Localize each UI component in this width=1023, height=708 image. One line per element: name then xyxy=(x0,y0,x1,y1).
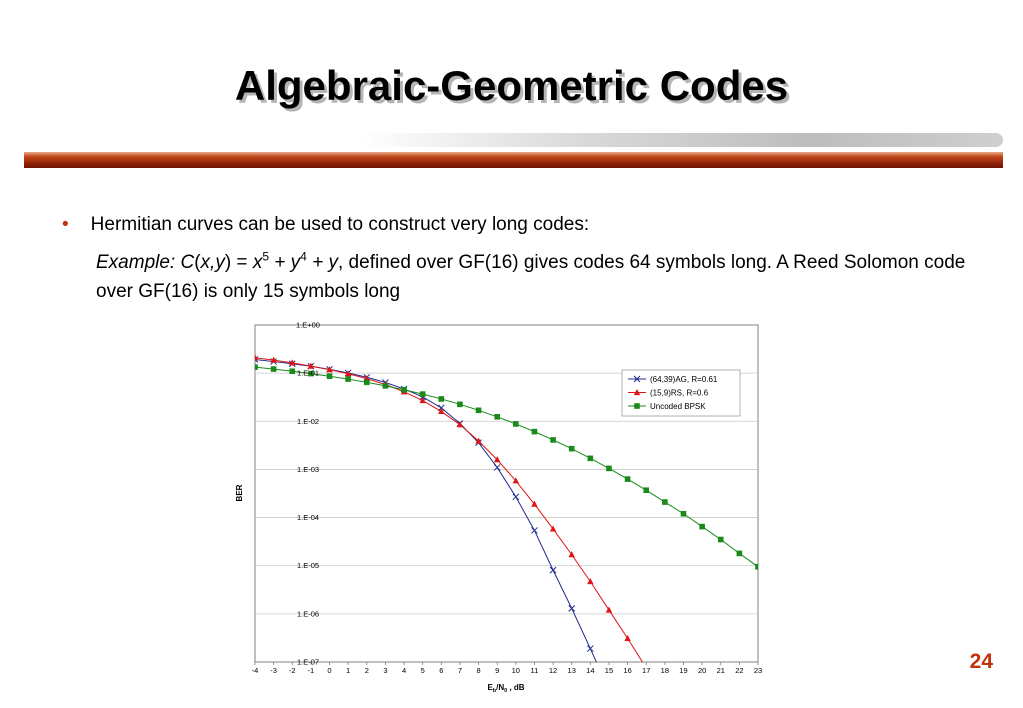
legend-label: (64,39)AG, R=0.61 xyxy=(650,375,718,384)
data-point-square-marker xyxy=(271,366,277,372)
data-point-square-marker xyxy=(606,466,612,472)
data-point-triangle-marker xyxy=(662,694,668,700)
data-point-square-marker xyxy=(383,383,389,389)
example-text: Example: $C(x,y) = x^5 + y^4 + y$, defined over GF(16) gives codes 64 symbols long. A Reed Solomon code over GF(16) is only 15 symbols long xyxy=(96,249,966,302)
y-tick-label: 1.E-05 xyxy=(296,561,320,571)
x-tick-label: 0 xyxy=(327,666,332,675)
x-tick-label: 11 xyxy=(530,666,539,675)
formula-plus2: + xyxy=(306,252,329,273)
y-tick-label: 1.E-06 xyxy=(296,609,320,619)
data-point-square-marker xyxy=(364,380,370,386)
data-point-square-marker xyxy=(457,402,463,408)
data-point-square-marker xyxy=(289,368,295,374)
data-point-square-marker xyxy=(513,421,519,427)
data-point-square-marker xyxy=(588,456,594,462)
x-tick-label: 22 xyxy=(735,666,744,675)
data-point-x-marker xyxy=(606,687,612,693)
data-point-square-marker xyxy=(438,396,444,402)
x-tick-label: 8 xyxy=(476,666,481,675)
x-tick-label: 17 xyxy=(642,666,651,675)
x-tick-label: 13 xyxy=(567,666,576,675)
data-point-square-marker xyxy=(681,511,687,517)
y-tick-label: 1.E-02 xyxy=(296,416,320,426)
x-tick-label: 3 xyxy=(383,666,388,675)
y-tick-label: 1.E-07 xyxy=(296,657,320,667)
formula-c: C xyxy=(180,252,195,273)
x-tick-label: 12 xyxy=(548,666,558,675)
data-point-square-marker xyxy=(662,499,668,505)
data-point-square-marker xyxy=(634,403,640,409)
x-tick-label: 2 xyxy=(364,666,369,675)
x-tick-label: 5 xyxy=(420,666,425,675)
chart-legend xyxy=(622,370,740,416)
data-point-square-marker xyxy=(532,429,538,435)
formula-plus1: + xyxy=(269,252,291,273)
data-point-square-marker xyxy=(327,373,333,379)
data-point-square-marker xyxy=(420,391,426,397)
example-label: Example: xyxy=(96,252,181,273)
data-point-square-marker xyxy=(737,551,743,557)
x-tick-label: 7 xyxy=(457,666,463,675)
x-tick-label: -3 xyxy=(270,666,277,675)
x-tick-label: -2 xyxy=(288,666,296,675)
x-tick-label: 9 xyxy=(495,666,500,675)
data-point-square-marker xyxy=(345,376,351,382)
data-point-square-marker xyxy=(550,437,556,443)
x-tick-label: 1 xyxy=(346,666,351,675)
y-tick-label: 1.E+00 xyxy=(296,320,320,330)
x-axis-title: $E_b/N_0$ , dB xyxy=(487,683,525,694)
data-point-square-marker xyxy=(401,387,407,393)
data-point-square-marker xyxy=(494,414,500,420)
legend-label: Uncoded BPSK xyxy=(650,402,706,411)
data-point-square-marker xyxy=(755,564,761,570)
y-tick-label: 1.E-04 xyxy=(296,513,320,523)
data-point-square-marker xyxy=(643,487,649,493)
formula-eq: = xyxy=(231,252,253,273)
y-tick-label: 1.E-03 xyxy=(296,464,320,474)
x-tick-label: 19 xyxy=(679,666,688,675)
y-tick-label: 1.E-01 xyxy=(296,368,320,378)
formula-exp4: 4 xyxy=(300,249,307,264)
x-tick-label: 20 xyxy=(697,666,707,675)
formula-x: x xyxy=(252,252,263,273)
x-tick-label: 6 xyxy=(439,666,444,675)
x-tick-label: 15 xyxy=(604,666,614,675)
x-tick-label: -1 xyxy=(307,666,315,675)
slide-title: Algebraic-Geometric Codes xyxy=(234,62,789,109)
y-axis-title: BER xyxy=(235,484,244,502)
x-tick-label: 4 xyxy=(401,666,407,675)
x-tick-label: 23 xyxy=(753,666,763,675)
page-number: 24 xyxy=(969,650,993,673)
data-point-square-marker xyxy=(252,364,258,370)
data-point-square-marker xyxy=(476,408,482,414)
x-tick-label: 18 xyxy=(660,666,670,675)
data-point-square-marker xyxy=(699,524,705,530)
data-point-square-marker xyxy=(718,537,724,543)
x-tick-label: 14 xyxy=(586,666,595,675)
legend-label: (15,9)RS, R=0.6 xyxy=(650,388,709,398)
x-tick-label: 10 xyxy=(511,666,520,675)
formula-y: y xyxy=(290,252,301,273)
x-tick-label: 16 xyxy=(623,666,632,675)
bullet-text: Hermitian curves can be used to construct very long codes: xyxy=(90,214,590,235)
x-tick-label: -4 xyxy=(251,666,259,675)
data-point-square-marker xyxy=(569,446,575,452)
example-rest: , defined over GF(16) gives codes 64 symbols long. A Reed Solomon code over GF(16) is only 15 symbols long xyxy=(96,252,966,302)
formula-y2: y xyxy=(328,252,338,273)
data-point-square-marker xyxy=(625,476,631,482)
x-tick-label: 21 xyxy=(716,666,725,675)
bullet-dot-icon: • xyxy=(62,214,69,235)
formula-exp5: 5 xyxy=(262,249,269,264)
formula-args: x,y xyxy=(200,252,225,273)
